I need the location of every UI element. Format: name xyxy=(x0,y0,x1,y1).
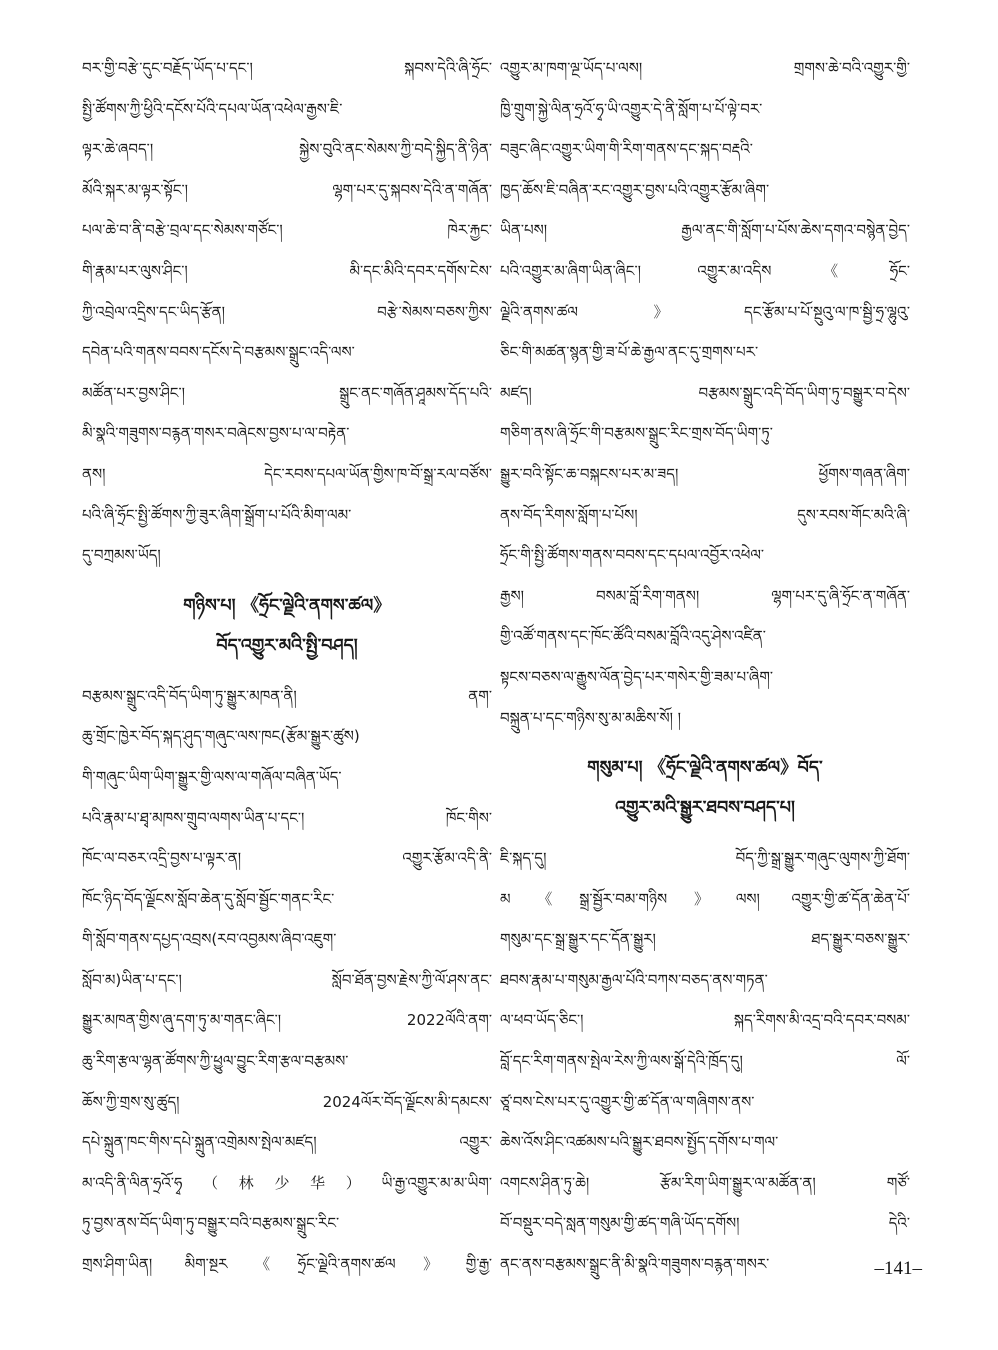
text-line: གསུམ་དང་སྒྲ་སྒྱུར་དང་དོན་སྒྱུར། ཐད་སྒྱུར་བཅས་སྒྱུར་ xyxy=(500,930,910,949)
text-line: སློབ་མ)ཡིན་པ་དང་། སློབ་ཐོན་བྱས་རྗེས་ཀྱི་ལོ་ཤས་ནང་ xyxy=(82,970,492,989)
text-line: དཔེ་སྐྲུན་ཁང་གིས་དཔེ་སྐྲུན་འགྲེམས་སྤེལ་མཛད། འགྱུར་ xyxy=(82,1133,492,1152)
text-line: ཁོང་ལ་བཅར་འདྲི་བྱས་པ་ལྟར་ན། འགྱུར་རྩོམ་འདི་ནི་ xyxy=(82,849,492,868)
text-line: ཁྱི་གྲུག་སྐྱེ་ལིན་ཧྲའོ་ཧྭ་ཡི་འགྱུར་དེ་ནི་སློག་པ་པོ་ལྟེ་བར་ xyxy=(500,99,763,118)
text-line: མ《སྒྲ་སྦྱོར་བམ་གཉིས》ལས། འགྱུར་གྱི་ཚ་དོན་ཆེན་པོ་ xyxy=(500,889,910,908)
right-column xyxy=(500,48,910,1285)
text-line: ཅིང་གི་མཚན་སྙན་གྱི་ཟ་པོ་ཆེ་རྒྱལ་ནང་དུ་གྲགས་པར་ xyxy=(500,343,759,362)
left-paragraph-2 xyxy=(82,676,492,1285)
text-line: མ་འདི་ནི་ལིན་ཧྲའོ་ཧྭ（林少华）ཡི་རྒྱ་འགྱུར་མ་མ་ཡིག་ xyxy=(82,1173,492,1192)
text-line: སྒྱུར་བའི་སྟོང་ཆ་བསྐངས་པར་མ་ཟད། ཕྱོགས་གཞན་ཞིག་ xyxy=(500,464,910,483)
text-line: ཙཱ་བས་ངེས་པར་དུ་འགྱུར་གྱི་ཚ་དོན་ལ་གཞིགས་ནས་ xyxy=(500,1092,755,1111)
text-line: བོ་བསྡུར་བདེ་སླན་གསུམ་གྱི་ཚད་གཞི་ཡོད་དགོས། དེའི་ xyxy=(500,1214,910,1233)
text-line: བརྩམས་སྒྲུང་འདི་བོད་ཡིག་ཏུ་སྒྱུར་མཁན་ནི། ནག་ xyxy=(82,686,492,705)
heading-line: གཉིས་པ། 《ཧྲོང་ལྗེའི་ནགས་ཚལ》 xyxy=(183,595,391,616)
text-line: ཐབས་རྣམ་པ་གསུམ་རྒྱལ་པོའི་བཀས་བཅད་ནས་གཏན་ xyxy=(500,970,768,989)
text-line: ཆུ་གྲོང་ཁྱེར་བོད་སྐད་ཤུད་གཞུང་ལས་ཁང(རྩོམ་སྒྱུར་ཚུས) xyxy=(82,727,360,746)
text-line: གཅིག་ནས་ཞི་ཧྲོང་གི་བརྩམས་སྒྲུང་རིང་གྲས་བོད་ཡིག་ཏུ་ xyxy=(500,424,773,443)
text-line: ཏུ་བྱས་ནས་བོད་ཡིག་ཏུ་བསྒྱུར་བའི་བརྩམས་སྒྲུང་རིང་ xyxy=(82,1214,340,1233)
text-line: རྒྱས། བསམ་བློ་རིག་གནས། ལྷག་པར་དུ་ཞི་ཧྲོང་ན་གཞོན་ xyxy=(500,586,910,605)
text-line: མི་སྣའི་གཟུགས་བརྙན་གསར་བཞེངས་བྱས་པ་ལ་བརྟེན་ xyxy=(82,424,350,443)
text-line: འགངས་ཤིན་ཏུ་ཆེ། རྩོམ་རིག་ཡིག་སྒྱུར་ལ་མཚོན་ན། གཙོ་ xyxy=(500,1173,910,1192)
text-line: གི་རྣམ་པར་ལུས་ཤིང་། མི་དང་མིའི་དབར་དགོས་ངེས་ xyxy=(82,261,492,280)
text-line: ནང་ནས་བརྩམས་སྒྲུང་ནི་མི་སྣའི་གཟུགས་བརྙན་གསར་ xyxy=(500,1255,770,1274)
text-line: སྤྱི་ཚོགས་ཀྱི་ཕྱིའི་དངོས་པོའི་དཔལ་ཡོན་འཕེལ་རྒྱས་ཇི་ xyxy=(82,99,343,118)
section-heading-2 xyxy=(82,586,492,666)
text-line: བློ་དང་རིག་གནས་སྤེལ་རེས་ཀྱི་ལས་སྒོ་དེའི་ཁྲོད་དུ། ལོ་ xyxy=(500,1052,910,1071)
right-paragraph-1 xyxy=(500,48,910,738)
page-number: –141– xyxy=(874,1258,922,1279)
text-line: སྟངས་བཅས་ལ་རྒྱུས་ལོན་བྱེད་པར་གསེར་གྱི་ཟམ་པ་ཞིག་ xyxy=(500,667,774,686)
text-line: མཛད། བརྩམས་སྒྲུང་འདི་བོད་ཡིག་ཏུ་བསྒྱུར་བ་དེས་ xyxy=(500,383,910,402)
text-line: ཁྱད་ཆོས་ཇི་བཞིན་རང་འགྱུར་བྱས་པའི་འགྱུར་རྩོམ་ཞིག་ xyxy=(500,180,770,199)
text-line: བར་གྱི་བརྩེ་དུང་བརྗོད་ཡོད་པ་དང་། སྐབས་དེའི་ཞི་ཧྲོང་ xyxy=(82,59,492,77)
heading-line: འགྱུར་མའི་སྒྱུར་ཐབས་བཤད་པ། xyxy=(615,798,795,819)
text-line: གྲས་ཤིག་ཡིན། མིག་སྔར《ཧྲོང་ལྗེའི་ནགས་ཚལ》གྱི་རྒྱ་ xyxy=(82,1255,492,1274)
text-line: ཀྱི་འབྲེལ་འདྲིས་དང་ཡིད་རྩོན། བརྩེ་སེམས་བཅས་ཀྱིས་ xyxy=(82,302,492,321)
heading-line: གསུམ་པ། 《ཧྲོང་ལྗེའི་ནགས་ཚལ》བོད་ xyxy=(587,758,823,779)
text-line: ནས་བོད་རིགས་སློག་པ་པོས། དུས་རབས་གོང་མའི་ཞི་ xyxy=(500,505,910,524)
text-line: དབེན་པའི་གནས་བབས་དངོས་དེ་བརྩམས་སྒྲུང་འདི་ལས་ xyxy=(82,343,355,362)
text-line: ནས། དེང་རབས་དཔལ་ཡོན་གྱིས་ཁ་བོ་སྒྲ་རལ་བཙོས་ xyxy=(82,464,492,483)
text-line: གི་གཞུང་ཡིག་ཡིག་སྒྱུར་གྱི་ལས་ལ་གཞོལ་བཞིན་ཡོད་ xyxy=(82,767,342,786)
text-line: ཧྲོང་གི་སྤྱི་ཚོགས་གནས་བབས་དང་དཔལ་འབྱོར་འཕེལ་ xyxy=(500,546,765,565)
text-line: ཆེས་འོས་ཤིང་འཚམས་པའི་སྒྱུར་ཐབས་སྤྱོད་དགོས་པ་གལ་ xyxy=(500,1133,779,1152)
text-line: ཇི་སྐད་དུ། བོད་ཀྱི་སྒྲ་སྒྱུར་གཞུང་ལུགས་ཀྱི་ཐོག་ xyxy=(500,849,910,868)
text-line: བསྐྲུན་པ་དང་གཉིས་སུ་མ་མཆིས་སོ། ། xyxy=(500,708,682,727)
left-column xyxy=(82,48,492,1285)
text-line: ཡིན་པས། རྒྱལ་ནང་གི་སློག་པ་པོས་ཆེས་དགའ་བསྙེན་བྱེད་ xyxy=(500,221,910,240)
text-line: ཁོང་ཉིད་བོད་ལྗོངས་སློབ་ཆེན་དུ་སློབ་སྦྱོང་གནང་རིང་ xyxy=(82,889,335,908)
text-line: པའི་རྣམ་པ་ཐྭ་མཁས་གྲུབ་ལགས་ཡིན་པ་དང་། ཁོང་གིས་ xyxy=(82,808,492,827)
text-line: མཚོན་པར་བྱས་ཤིང་། སྒྲུང་ནང་གཞོན་ཤཱམས་དོད་པའི་ xyxy=(82,383,492,402)
text-line: པལ་ཆེ་བ་ནི་བརྩེ་བྲལ་དང་སེམས་གཙོང་། ཁེར་རྐྱང་ xyxy=(82,221,492,240)
section-heading-3 xyxy=(500,748,910,828)
text-line: ལ་ཕབ་ཡོད་ཅིང་། སྐད་རིགས་མི་འདྲ་བའི་དབར་བསམ་ xyxy=(500,1011,910,1030)
text-line: གྱི་འཚོ་གནས་དང་ཁོང་ཚོའི་བསམ་བློའི་འདུ་ཤེས་འཛིན་ xyxy=(500,627,766,646)
text-line: ཆོས་ཀྱི་གྲས་སུ་ཚུད། 2024ལོར་བོད་ལྗོངས་མི་དམངས་ xyxy=(82,1092,492,1111)
text-line: པའི་འགྱུར་མ་ཞིག་ཡིན་ཞིང་། འགྱུར་མ་འདིས《ཧྲོང་ xyxy=(500,261,910,280)
right-paragraph-2 xyxy=(500,838,910,1285)
text-line: སྒྱུར་མཁན་གྱིས་ཞུ་དག་ཏུ་མ་གནང་ཞིང་། 2022ལོའི་ནག་ xyxy=(82,1011,492,1030)
text-line: བཟུང་ཞིང་འགྱུར་ཡིག་གི་རིག་གནས་དང་སྐད་བརྡའི་ xyxy=(500,140,753,159)
text-line: པའི་ཞི་ཧྲོང་སྤྱི་ཚོགས་ཀྱི་ཟུར་ཞིག་སྒྲོག་པ་པོའི་མིག་ལམ་ xyxy=(82,505,352,524)
text-line: འགྱུར་མ་ཁག་ལྔ་ཡོད་པ་ལས། གྲགས་ཆེ་བའི་འགྱུར་གྱི་ xyxy=(500,59,910,77)
left-paragraph-1 xyxy=(82,48,492,576)
text-line: དུ་བཀྲམས་ཡོད། xyxy=(82,546,161,565)
text-line: ལྟར་ཆེ་ཞབད་། སྐྱེས་བུའི་ནང་སེམས་ཀྱི་བདེ་སྐྱིད་ནི་ཉིན་ xyxy=(82,140,492,159)
text-line: གི་སློབ་གནས་དཔྱད་འབྲས(རབ་འབྱམས་ཞིབ་འཇུག་ xyxy=(82,930,337,949)
text-line: ལྗེའི་ནགས་ཚལ》དང་རྩོམ་པ་པོ་སྔུའུ་ལ་ཁ་སྦྱི་ཧྲ་ལྷུའུ་ xyxy=(500,302,910,321)
text-line: མོའི་སྐར་མ་ལྟར་སྟོང་། ལྷག་པར་དུ་སྐབས་དེའི་ན་གཞོན་ xyxy=(82,180,492,199)
text-line: ཆུ་རིག་རྩལ་ལྷན་ཚོགས་ཀྱི་ཕྱུལ་བྱུང་རིག་རྩལ་བརྩམས་ xyxy=(82,1052,349,1071)
heading-line: བོད་འགྱུར་མའི་སྤྱི་བཤད། xyxy=(216,635,358,656)
